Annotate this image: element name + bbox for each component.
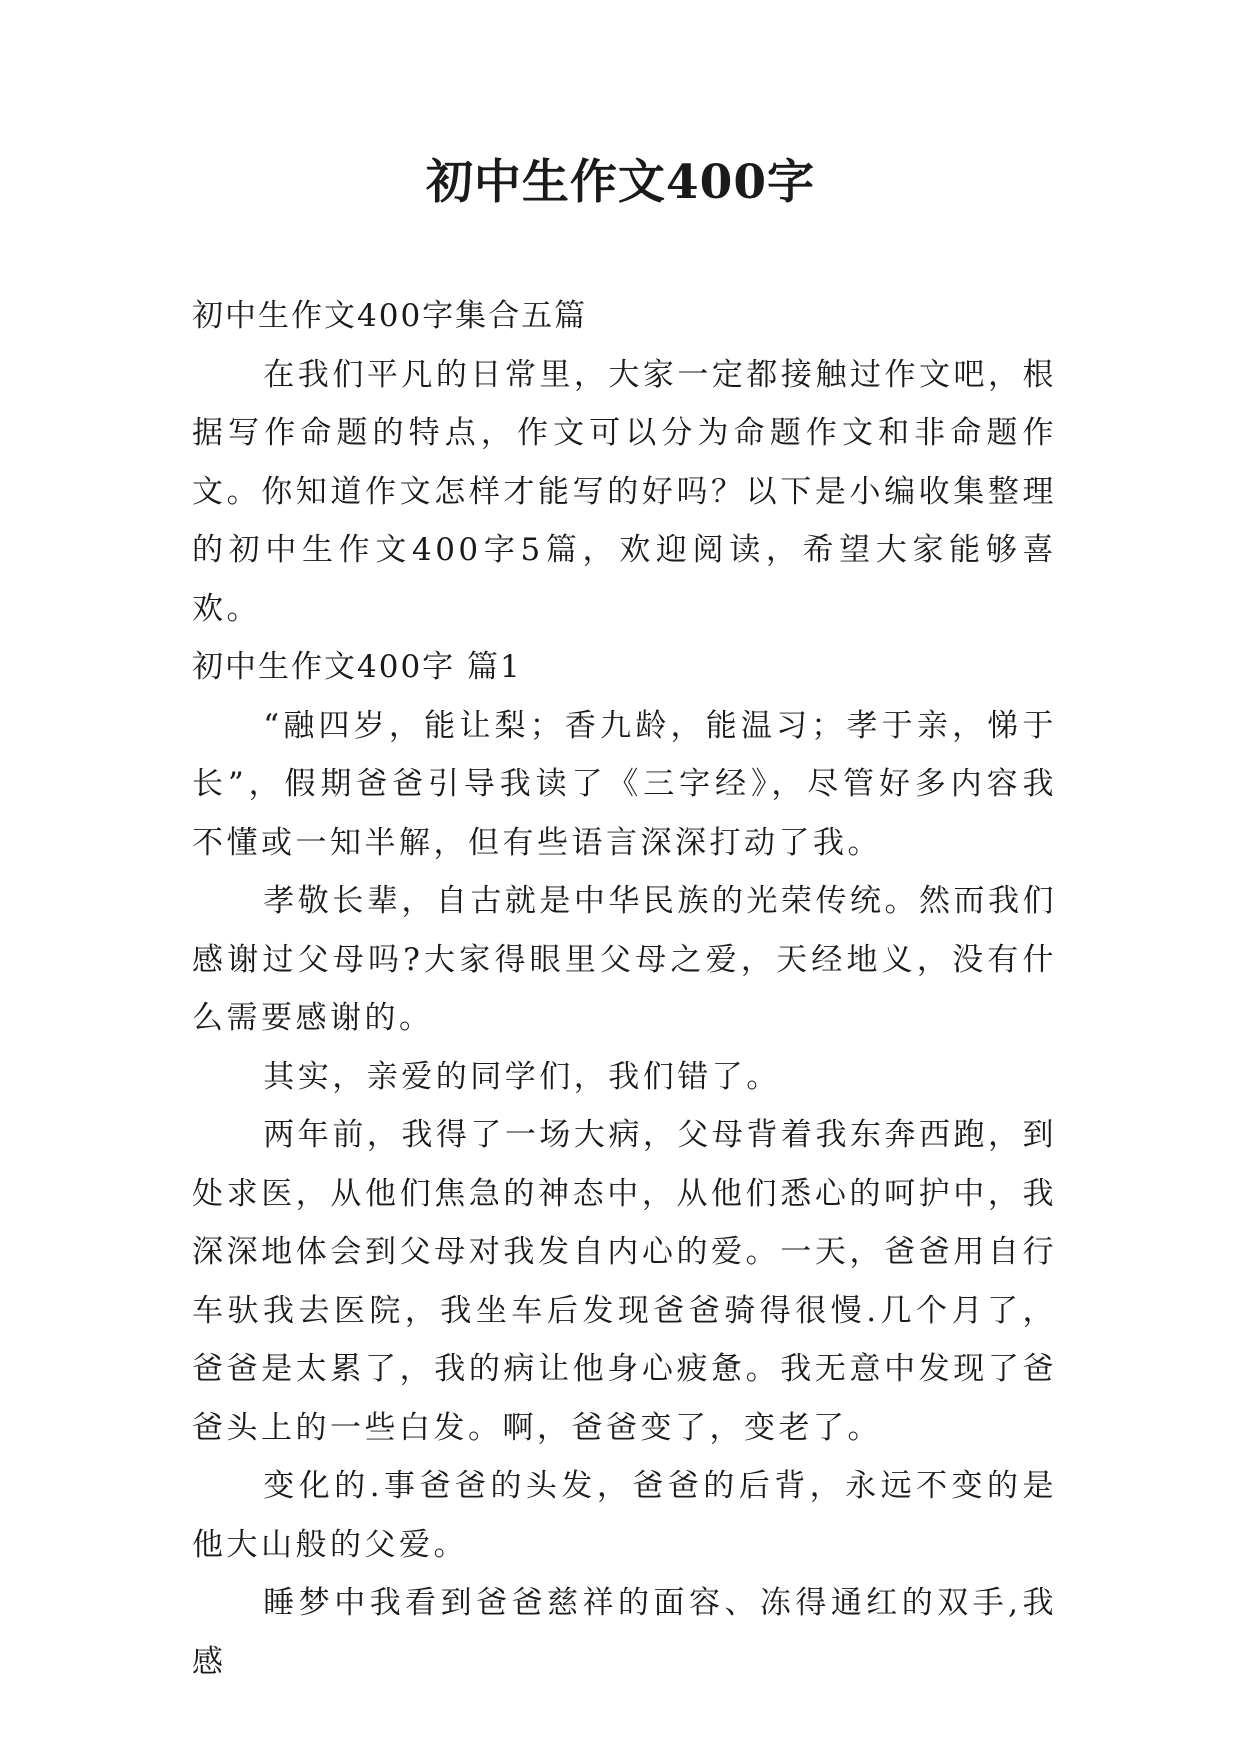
body-paragraph: 两年前，我得了一场大病，父母背着我东奔西跑，到处求医，从他们焦急的神态中，从他们悉心的呵护中，我深深地体会到父母对我发自内心的爱。一天，爸爸用自行车驮我去医院，我坐车后发现爸爸骑得很慢.几个月了，爸爸是太累了，我的病让他身心疲惫。我无意中发现了爸爸头上的一些白发。啊，爸爸变了，变老了。 bbox=[192, 1117, 1057, 1446]
body-paragraph: 孝敬长辈，自古就是中华民族的光荣传统。然而我们感谢过父母吗?大家得眼里父母之爱，天经地义，没有什么需要感谢的。 bbox=[192, 883, 1057, 1036]
body-paragraph: 其实，亲爱的同学们，我们错了。 bbox=[263, 1058, 781, 1095]
document-title: 初中生作文400字 bbox=[425, 155, 816, 210]
body-paragraph: 睡梦中我看到爸爸慈祥的面容、冻得通红的双手,我感 bbox=[192, 1585, 1057, 1680]
document-subtitle: 初中生作文400字集合五篇 bbox=[192, 298, 588, 334]
body-paragraph: “融四岁，能让梨；香九龄，能温习；孝于亲，悌于长”，假期爸爸引导我读了《三字经》，尽管好多内容我不懂或一知半解，但有些语言深深打动了我。 bbox=[192, 707, 1057, 861]
section-heading: 初中生作文400字 篇1 bbox=[192, 649, 522, 685]
intro-paragraph: 在我们平凡的日常里，大家一定都接触过作文吧，根据写作命题的特点，作文可以分为命题作文和非命题作文。你知道作文怎样才能写的好吗？以下是小编收集整理的初中生作文400字5篇，欢迎阅读，希望大家能够喜欢。 bbox=[192, 356, 1057, 627]
body-paragraph: 变化的.事爸爸的头发，爸爸的后背，永远不变的是他大山般的父爱。 bbox=[192, 1468, 1057, 1563]
document-body bbox=[192, 287, 1057, 1691]
